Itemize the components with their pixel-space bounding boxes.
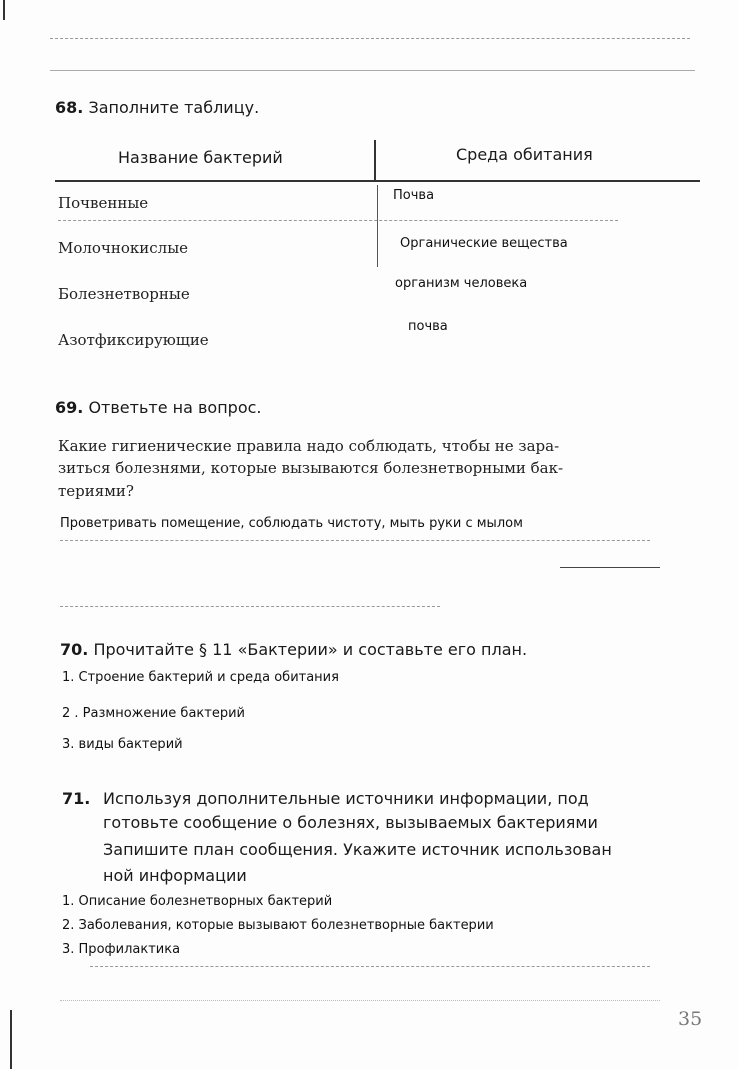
task-71-line: готовьте сообщение о болезнях, вызываемых бактериями xyxy=(103,813,598,832)
plan-item: 3. Профилактика xyxy=(62,942,181,957)
table-divider xyxy=(374,140,376,180)
task-68-heading: 68. Заполните таблицу. xyxy=(55,98,260,117)
faint-line xyxy=(560,567,660,569)
row-habitat: почва xyxy=(408,319,448,334)
row-name: Азотфиксирующие xyxy=(58,331,209,349)
row-habitat: Почва xyxy=(393,188,435,203)
table-header-habitat: Среда обитания xyxy=(456,145,593,164)
faint-line xyxy=(58,220,618,222)
faint-line xyxy=(60,540,650,542)
row-name: Почвенные xyxy=(58,194,149,212)
task-69-heading: 69. Ответьте на вопрос. xyxy=(55,398,262,417)
question-line: териями? xyxy=(58,482,134,500)
faint-line xyxy=(90,966,650,968)
task-71-line: ной информации xyxy=(103,866,247,885)
plan-item: 2 . Размножение бактерий xyxy=(62,706,245,721)
page-edge xyxy=(3,0,5,20)
task-71-number: 71. xyxy=(62,789,91,808)
faint-line xyxy=(50,70,695,72)
faint-line xyxy=(50,38,690,40)
answer-text: Проветривать помещение, соблюдать чистоту, мыть руки с мылом xyxy=(60,516,523,531)
plan-item: 2. Заболевания, которые вызывают болезнетворные бактерии xyxy=(62,918,494,933)
faint-line xyxy=(60,606,440,608)
row-habitat: Органические вещества xyxy=(400,236,568,251)
table-divider xyxy=(377,185,378,267)
task-71-line: Запишите план сообщения. Укажите источник использован xyxy=(103,840,612,859)
row-name: Болезнетворные xyxy=(58,285,190,303)
question-line: зиться болезнями, которые вызываются болезнетворными бак- xyxy=(58,459,564,477)
row-name: Молочнокислые xyxy=(58,239,189,257)
page-edge xyxy=(10,1010,12,1069)
faint-line xyxy=(60,1000,660,1002)
table-header-rule xyxy=(55,180,700,182)
question-line: Какие гигиенические правила надо соблюдать, чтобы не зара- xyxy=(58,437,560,455)
plan-item: 1. Описание болезнетворных бактерий xyxy=(62,894,333,909)
plan-item: 1. Строение бактерий и среда обитания xyxy=(62,670,339,685)
task-71-line: Используя дополнительные источники информации, под xyxy=(103,789,589,808)
table-header-name: Название бактерий xyxy=(118,148,283,167)
task-70-heading: 70. Прочитайте § 11 «Бактерии» и составьте его план. xyxy=(60,640,528,659)
plan-item: 3. виды бактерий xyxy=(62,737,183,752)
page-number: 35 xyxy=(678,1008,703,1030)
row-habitat: организм человека xyxy=(395,276,528,291)
